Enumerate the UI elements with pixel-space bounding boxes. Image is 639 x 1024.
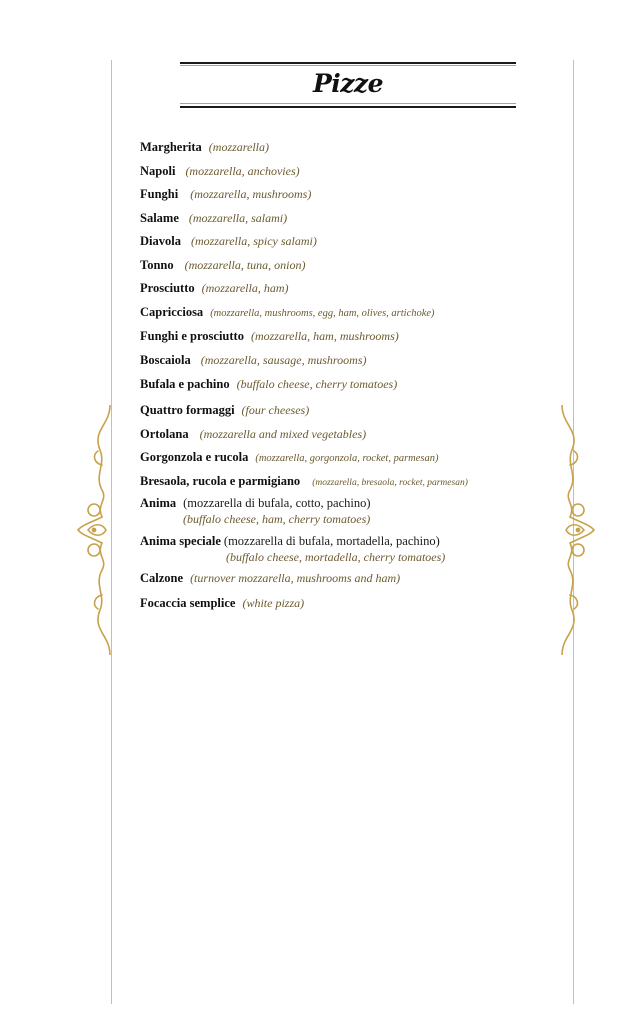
item-name: Funghi <box>140 187 179 201</box>
list-item <box>140 495 371 511</box>
list-item <box>140 533 440 549</box>
item-ingredients: (mozzarella di bufala, mortadella, pachino) <box>223 534 440 548</box>
list-item <box>140 426 366 442</box>
item-description: (mozzarella, sausage, mushrooms) <box>200 353 367 367</box>
list-item <box>140 449 438 467</box>
list-item <box>140 570 400 586</box>
item-name: Quattro formaggi <box>140 403 235 417</box>
item-description: (turnover mozzarella, mushrooms and ham) <box>190 571 401 585</box>
item-name: Prosciutto <box>140 281 195 295</box>
left-flourish-ornament-icon <box>72 405 116 655</box>
item-description: (mozzarella, ham, mushrooms) <box>250 329 399 343</box>
list-item <box>140 280 289 296</box>
item-description: (mozzarella, salami) <box>188 211 288 225</box>
item-name: Funghi e prosciutto <box>140 329 244 343</box>
item-description: (white pizza) <box>242 596 305 610</box>
item-description: (four cheeses) <box>241 403 310 417</box>
header-bottom-rule <box>180 106 516 108</box>
item-name: Boscaiola <box>140 353 191 367</box>
item-description: (buffalo cheese, cherry tomatoes) <box>236 377 398 391</box>
list-item <box>140 139 269 155</box>
list-item <box>140 328 399 344</box>
item-name: Margherita <box>140 140 202 154</box>
item-name: Salame <box>140 211 179 225</box>
list-item <box>140 210 287 226</box>
list-item <box>140 163 300 179</box>
item-description: (mozzarella, tuna, onion) <box>184 258 306 272</box>
list-item <box>140 352 366 368</box>
item-description: (buffalo cheese, mortadella, cherry tomatoes) <box>226 550 446 564</box>
item-description: (mozzarella, gorgonzola, rocket, parmesan) <box>255 453 439 464</box>
list-item <box>140 186 311 202</box>
item-name: Ortolana <box>140 427 189 441</box>
item-name: Focaccia semplice <box>140 596 236 610</box>
item-description: (mozzarella) <box>208 140 269 154</box>
list-item <box>140 376 397 392</box>
header-bottom-gold-rule <box>180 103 516 104</box>
item-description: (mozzarella and mixed vegetables) <box>199 427 367 441</box>
item-description: (mozzarella, mushrooms) <box>190 187 312 201</box>
list-item <box>140 304 435 322</box>
list-item <box>140 402 309 418</box>
item-description: (mozzarella, bresaola, rocket, parmesan) <box>312 478 468 488</box>
item-name: Anima speciale <box>140 534 221 548</box>
list-item <box>140 595 304 611</box>
item-name: Bresaola, rucola e parmigiano <box>140 474 301 488</box>
item-name: Anima <box>140 496 177 510</box>
item-name: Calzone <box>140 571 184 585</box>
right-flourish-ornament-icon <box>556 405 600 655</box>
list-item <box>140 233 317 249</box>
item-description: (buffalo cheese, ham, cherry tomatoes) <box>183 512 371 526</box>
item-name: Bufala e pachino <box>140 377 230 391</box>
list-item <box>140 473 468 491</box>
item-ingredients: (mozzarella di bufala, cotto, pachino) <box>183 496 371 510</box>
item-description: (mozzarella, mushrooms, egg, ham, olives, artichoke) <box>210 308 435 319</box>
item-name: Napoli <box>140 164 176 178</box>
item-name: Diavola <box>140 234 181 248</box>
item-description: (mozzarella, spicy salami) <box>190 234 317 248</box>
item-description: (mozzarella, ham) <box>201 281 289 295</box>
header-top-rule <box>180 62 516 64</box>
item-name: Tonno <box>140 258 174 272</box>
list-item <box>140 257 305 273</box>
item-name: Capricciosa <box>140 305 204 319</box>
item-description: (mozzarella, anchovies) <box>185 164 300 178</box>
header-top-gold-rule <box>180 65 516 66</box>
page-title: Pizze <box>312 69 384 98</box>
menu-header <box>180 61 516 111</box>
item-name: Gorgonzola e rucola <box>140 450 249 464</box>
